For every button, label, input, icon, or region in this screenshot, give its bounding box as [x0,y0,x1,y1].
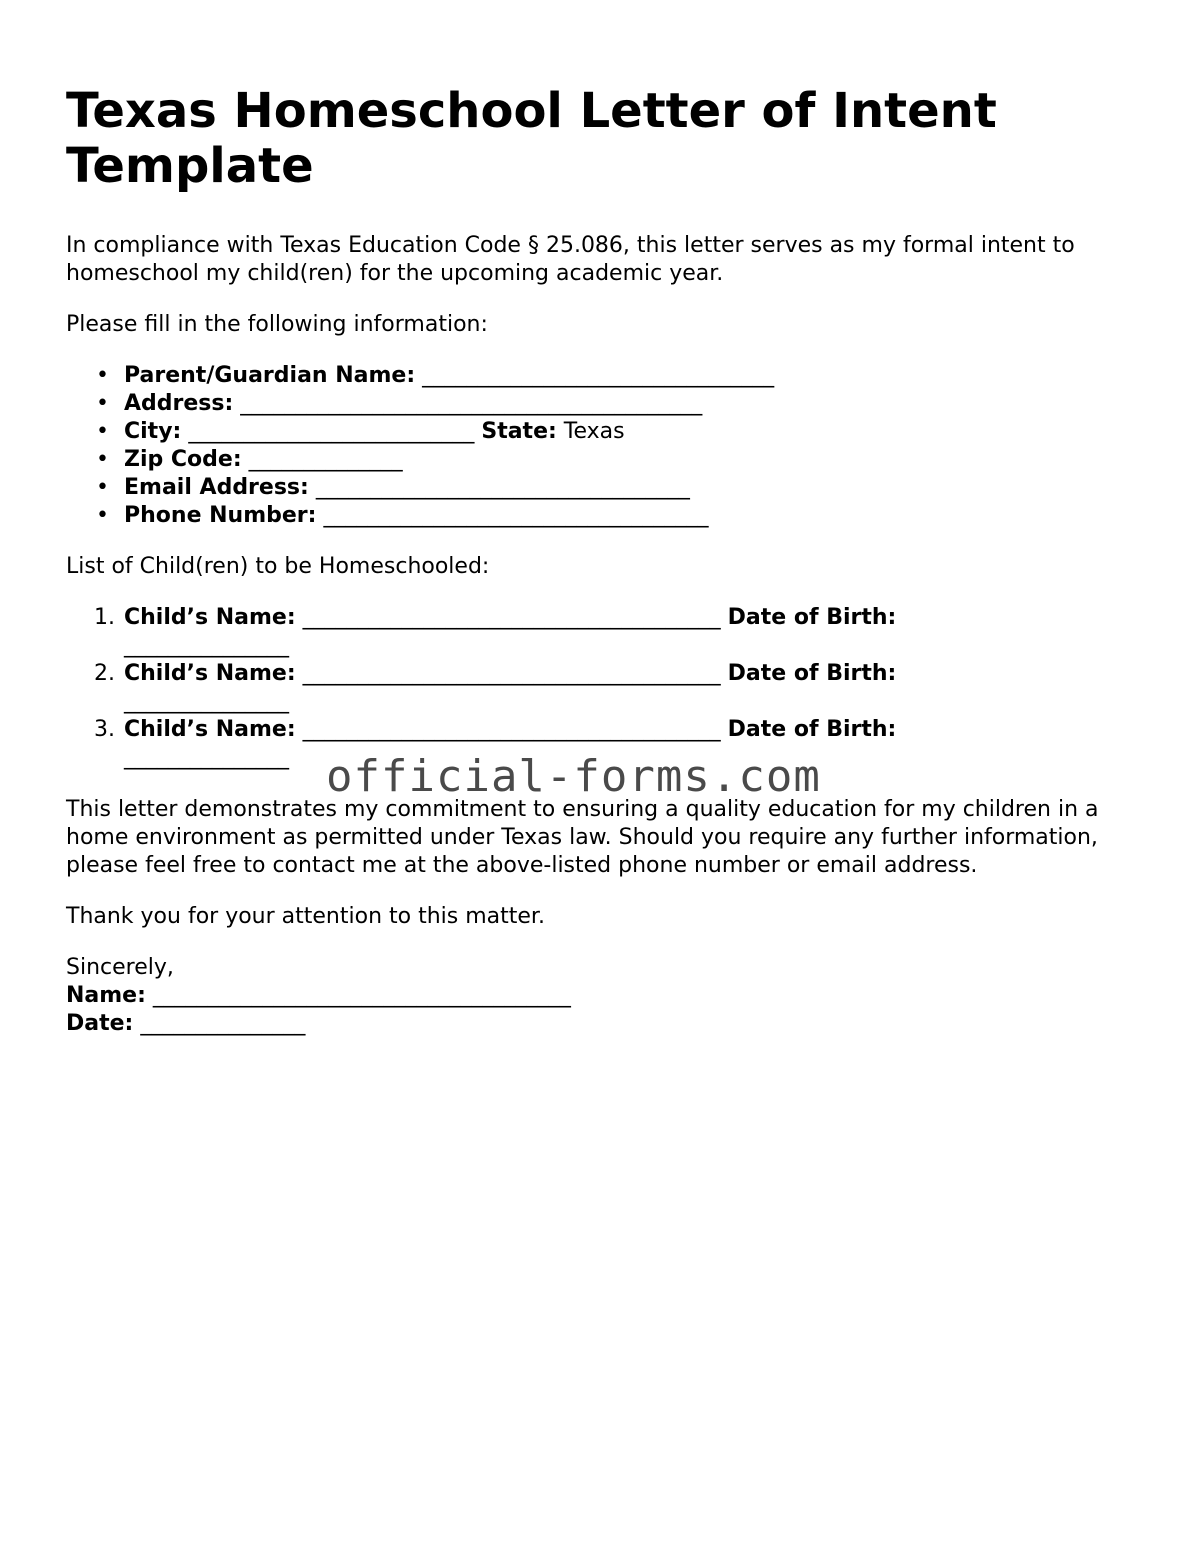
signature-date-field[interactable]: _______________ [140,1011,306,1036]
child-entry [66,604,1126,660]
zip-field[interactable]: ______________ [248,447,403,472]
phone-label: Phone Number: [124,503,317,528]
list-number: 2. [94,661,115,686]
list-item [66,502,1126,530]
date-of-birth-label: Date of Birth: [727,717,897,742]
address-label: Address: [124,391,234,416]
city-field[interactable]: __________________________ [188,419,475,444]
signature-name-row [66,982,1126,1010]
fill-prompt: Please fill in the following information: [66,312,488,337]
state-label: State: [481,419,557,444]
email-field[interactable]: __________________________________ [315,475,690,500]
bullet-icon: • [96,447,109,472]
list-number: 1. [94,605,115,630]
bullet-icon: • [96,475,109,500]
list-item [66,418,1126,446]
city-label: City: [124,419,182,444]
child-name-label: Child’s Name: [124,717,296,742]
list-item [66,362,1126,390]
bullet-icon: • [96,363,109,388]
child-name-label: Child’s Name: [124,661,296,686]
date-of-birth-field[interactable]: _______________ [124,689,289,714]
parent-info-list [66,362,1126,530]
bullet-icon: • [96,391,109,416]
children-list [66,604,1126,772]
watermark: official-forms.com [326,751,821,802]
signature-date-label: Date: [66,1011,134,1036]
bullet-icon: • [96,419,109,444]
children-list-title: List of Child(ren) to be Homeschooled: [66,554,490,579]
child-name-field[interactable]: ______________________________________ [302,717,721,742]
child-name-field[interactable]: ______________________________________ [302,661,721,686]
intro-paragraph: In compliance with Texas Education Code § 25.086, this letter serves as my formal intent to homeschool my child(ren) for the upcoming academic year. [66,233,1075,286]
state-value: Texas [563,419,625,444]
signature-name-label: Name: [66,983,146,1008]
child-name-label: Child’s Name: [124,605,296,630]
page-title: Texas Homeschool Letter of Intent Template [66,83,997,194]
phone-field[interactable]: ___________________________________ [323,503,709,528]
list-item [66,474,1126,502]
sincerely-text: Sincerely, [66,955,174,980]
bullet-icon: • [96,503,109,528]
date-of-birth-label: Date of Birth: [727,661,897,686]
child-name-field[interactable]: ______________________________________ [302,605,721,630]
parent-name-field[interactable]: ________________________________ [422,363,775,388]
child-entry [66,660,1126,716]
list-item [66,390,1126,418]
closing-paragraph: This letter demonstrates my commitment to ensuring a quality education for my children in a home environment as permitted under Texas law. Should you require any further information, please feel free to contact me at the above-listed phone number or email address. [66,797,1099,878]
parent-name-label: Parent/Guardian Name: [124,363,416,388]
email-label: Email Address: [124,475,309,500]
signature-block [66,954,1126,1038]
list-number: 3. [94,717,115,742]
date-of-birth-field[interactable]: _______________ [124,745,289,770]
date-of-birth-field[interactable]: _______________ [124,633,289,658]
date-of-birth-label: Date of Birth: [727,605,897,630]
signature-name-field[interactable]: ______________________________________ [152,983,571,1008]
address-field[interactable]: __________________________________________ [240,391,703,416]
zip-label: Zip Code: [124,447,242,472]
signature-date-row [66,1010,1126,1038]
letter-page [66,84,1126,1038]
thanks-line: Thank you for your attention to this matter. [66,904,545,929]
list-item [66,446,1126,474]
